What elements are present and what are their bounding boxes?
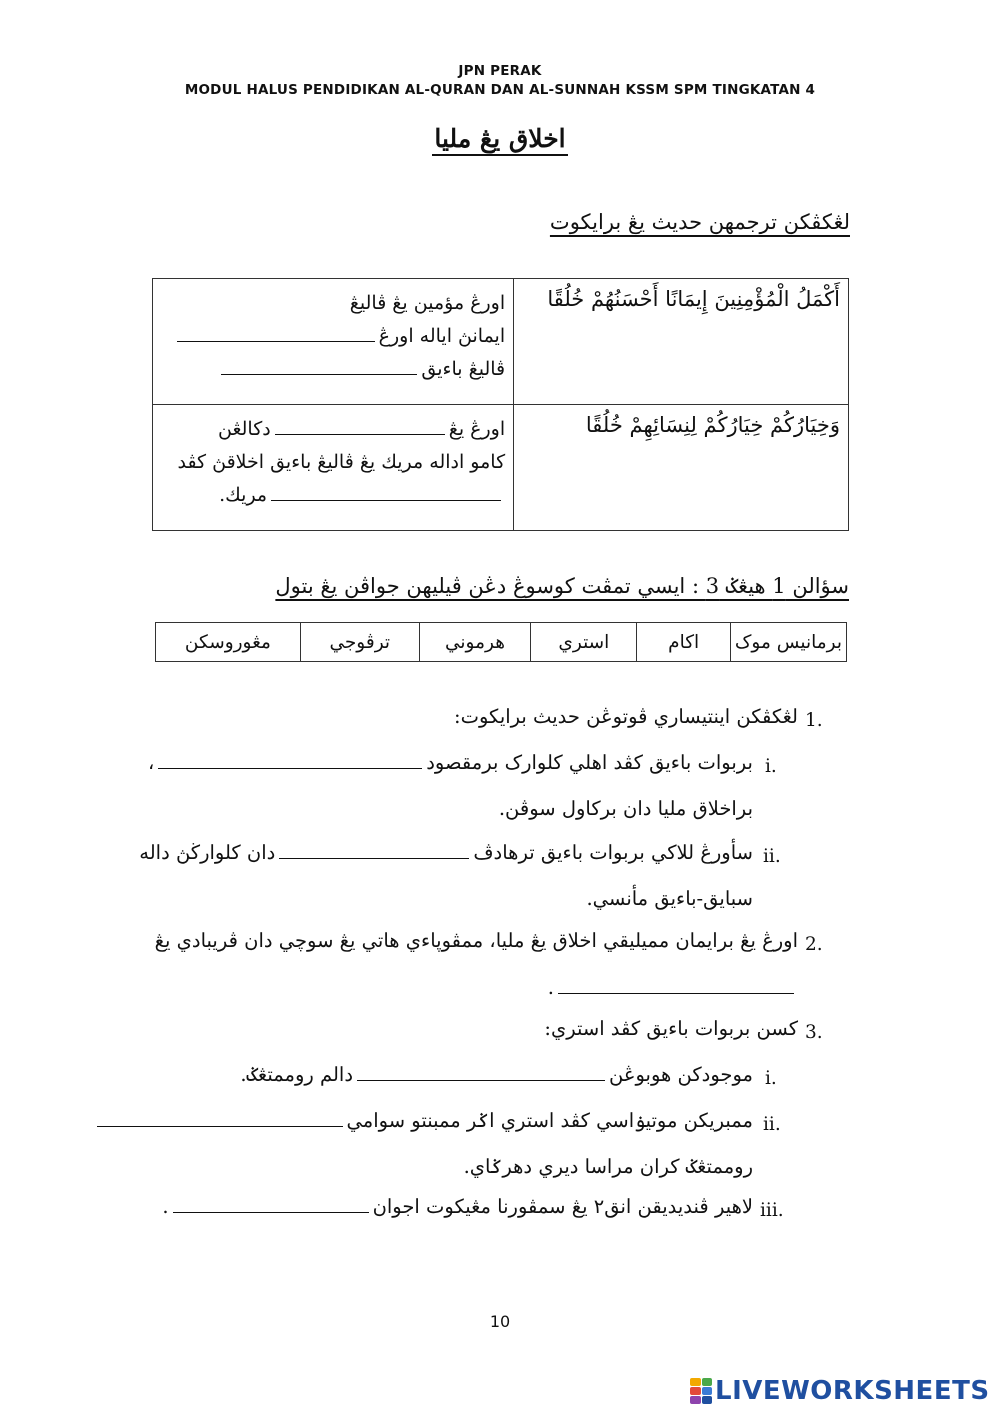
hadith-table	[152, 278, 849, 531]
q1-ii-line-2: سبايق-باءيق مأنسي.	[586, 887, 753, 910]
q3-i-end: دالم روممتڠݢ.	[240, 1063, 353, 1086]
blank-field[interactable]	[221, 374, 417, 375]
word-bank-item: استري	[531, 623, 637, 662]
hadith-row-1	[153, 279, 849, 405]
q1-i-line-1	[148, 751, 753, 774]
translation-1-line-2	[161, 320, 505, 353]
q1-i-line-1-end: ،	[147, 751, 155, 774]
q3-iii-number: iii.	[760, 1200, 784, 1221]
translation-1-line-3	[161, 353, 505, 386]
q1-ii-line-1-start: سأورڠ للاكي بربوات باءيق ترهادڤ	[473, 841, 753, 864]
liveworksheets-logo[interactable]	[690, 1376, 990, 1406]
translation-2-line-3-text: مريك.	[219, 484, 268, 506]
word-bank	[155, 622, 847, 662]
word-bank-item: مڠوروسكن	[156, 623, 301, 662]
q1-text: لڠكڤكن اينتيساري ڤوتوڠن حديث برايكوت:	[454, 705, 798, 728]
blank-field[interactable]	[271, 500, 501, 501]
q3-text: كسن بربوات باءيق كڤد استري:	[544, 1017, 798, 1040]
word-bank-item: هرموني	[419, 623, 531, 662]
q3-ii-number: ii.	[763, 1114, 781, 1135]
word-bank-item: برمانيس موک	[730, 623, 846, 662]
translation-2-line-1-start: اورڠ يڠ	[448, 418, 506, 440]
translation-2-line-3	[161, 479, 505, 512]
translation-cell-1	[153, 279, 514, 405]
q2-end: .	[547, 976, 554, 999]
header-line-2: MODUL HALUS PENDIDIKAN AL-QURAN DAN AL-SUNNAH KSSM SPM TINGKATAN 4	[184, 82, 816, 98]
q1-ii-line-1-end: دان كلوارڬڽ داله	[139, 841, 276, 864]
q2-answer-line	[548, 976, 798, 999]
translation-1-line-3-text: ڤاليڠ باءيق	[421, 358, 506, 380]
section2-instruction: سؤالن 1 هيڠݢ 3 : ايسي تمڤت كوسوڠ دڠن ڤيليهن جواڤن يڠ بتول	[275, 574, 849, 598]
translation-2-line-1	[161, 413, 505, 446]
q1-i-line-1-start: بربوات باءيق كڤد اهلي كلوارک برمقصود	[426, 751, 753, 774]
blank-field[interactable]	[173, 1212, 369, 1213]
blank-field[interactable]	[275, 434, 445, 435]
q1-i-number: i.	[765, 756, 777, 777]
blank-field[interactable]	[279, 858, 469, 859]
q1-ii-line-1	[139, 841, 753, 864]
q3-iii-end: .	[162, 1195, 169, 1218]
q1-i-line-2: براخلاق مليا دان بركاول سوڤن.	[498, 797, 753, 820]
q1-ii-number: ii.	[763, 846, 781, 867]
word-bank-item: ترڤوجي	[300, 623, 419, 662]
section1-instruction: لڠكڤكن ترجمهن حديث يڠ برايكوت	[549, 210, 850, 234]
hadith-arabic-cell-2	[514, 405, 849, 531]
q3-ii-line-1	[93, 1109, 753, 1132]
hadith-row-2	[153, 405, 849, 531]
q2-number: 2.	[805, 934, 823, 955]
q3-iii-text: لاهير ڤنديديقن انق٢ يڠ سمڤورنا مڠيكوت اجوان	[372, 1195, 753, 1218]
hadith-arabic-1: أَكْمَلُ الْمُؤْمِنِينَ إِيمَانًا أَحْسَنُهُمْ خُلُقًا	[547, 287, 840, 311]
translation-2-line-1-end: دكالڠن	[218, 418, 271, 440]
blank-field[interactable]	[97, 1126, 343, 1127]
word-bank-item: اكام	[637, 623, 730, 662]
hadith-arabic-cell-1	[514, 279, 849, 405]
q3-i-start: موجودكن هوبوڠن	[609, 1063, 753, 1086]
q3-number: 3.	[805, 1022, 823, 1043]
q3-i-line	[240, 1063, 753, 1086]
page-number: 10	[489, 1312, 511, 1331]
blank-field[interactable]	[177, 341, 375, 342]
blank-field[interactable]	[558, 993, 794, 994]
q2-text: اورڠ يڠ برايمان مميليقي اخلاق يڠ مليا، ممڤوڽاءي هاتي يڠ سوچي دان ڤريبادي يڠ	[154, 929, 798, 952]
header-line-1: JPN PERAK	[458, 63, 542, 79]
q3-i-number: i.	[765, 1068, 777, 1089]
translation-1-line-1: اورڠ مؤمين يڠ ڤاليڠ	[349, 292, 506, 314]
q3-iii-line	[162, 1195, 753, 1218]
liveworksheets-icon	[690, 1378, 712, 1404]
blank-field[interactable]	[357, 1080, 605, 1081]
liveworksheets-wordmark: LIVEWORKSHEETS	[715, 1376, 990, 1406]
page-title-text: اخلاق يڠ مليا	[432, 124, 567, 156]
hadith-arabic-2: وَخِيَارُكُمْ خِيَارُكُمْ لِنِسَائِهِمْ خُلُقًا	[585, 413, 840, 437]
q1-number: 1.	[805, 710, 823, 731]
translation-cell-2	[153, 405, 514, 531]
q3-ii-line-1-text: ممبريكن موتيۏاسي كڤد استري اݢر ممبنتو سوامي	[346, 1109, 753, 1132]
blank-field[interactable]	[158, 768, 422, 769]
q3-ii-line-2: روممتڠݢ كران مراسا ديري دهرݢاي.	[463, 1155, 753, 1178]
page-title	[0, 124, 1000, 153]
translation-1-line-2-text: ايمانڽ اياله اورڠ	[378, 325, 506, 347]
translation-2-line-2: كامو اداله مريك يڠ ڤاليڠ باءيق اخلاقڽ كڤد	[177, 451, 506, 473]
